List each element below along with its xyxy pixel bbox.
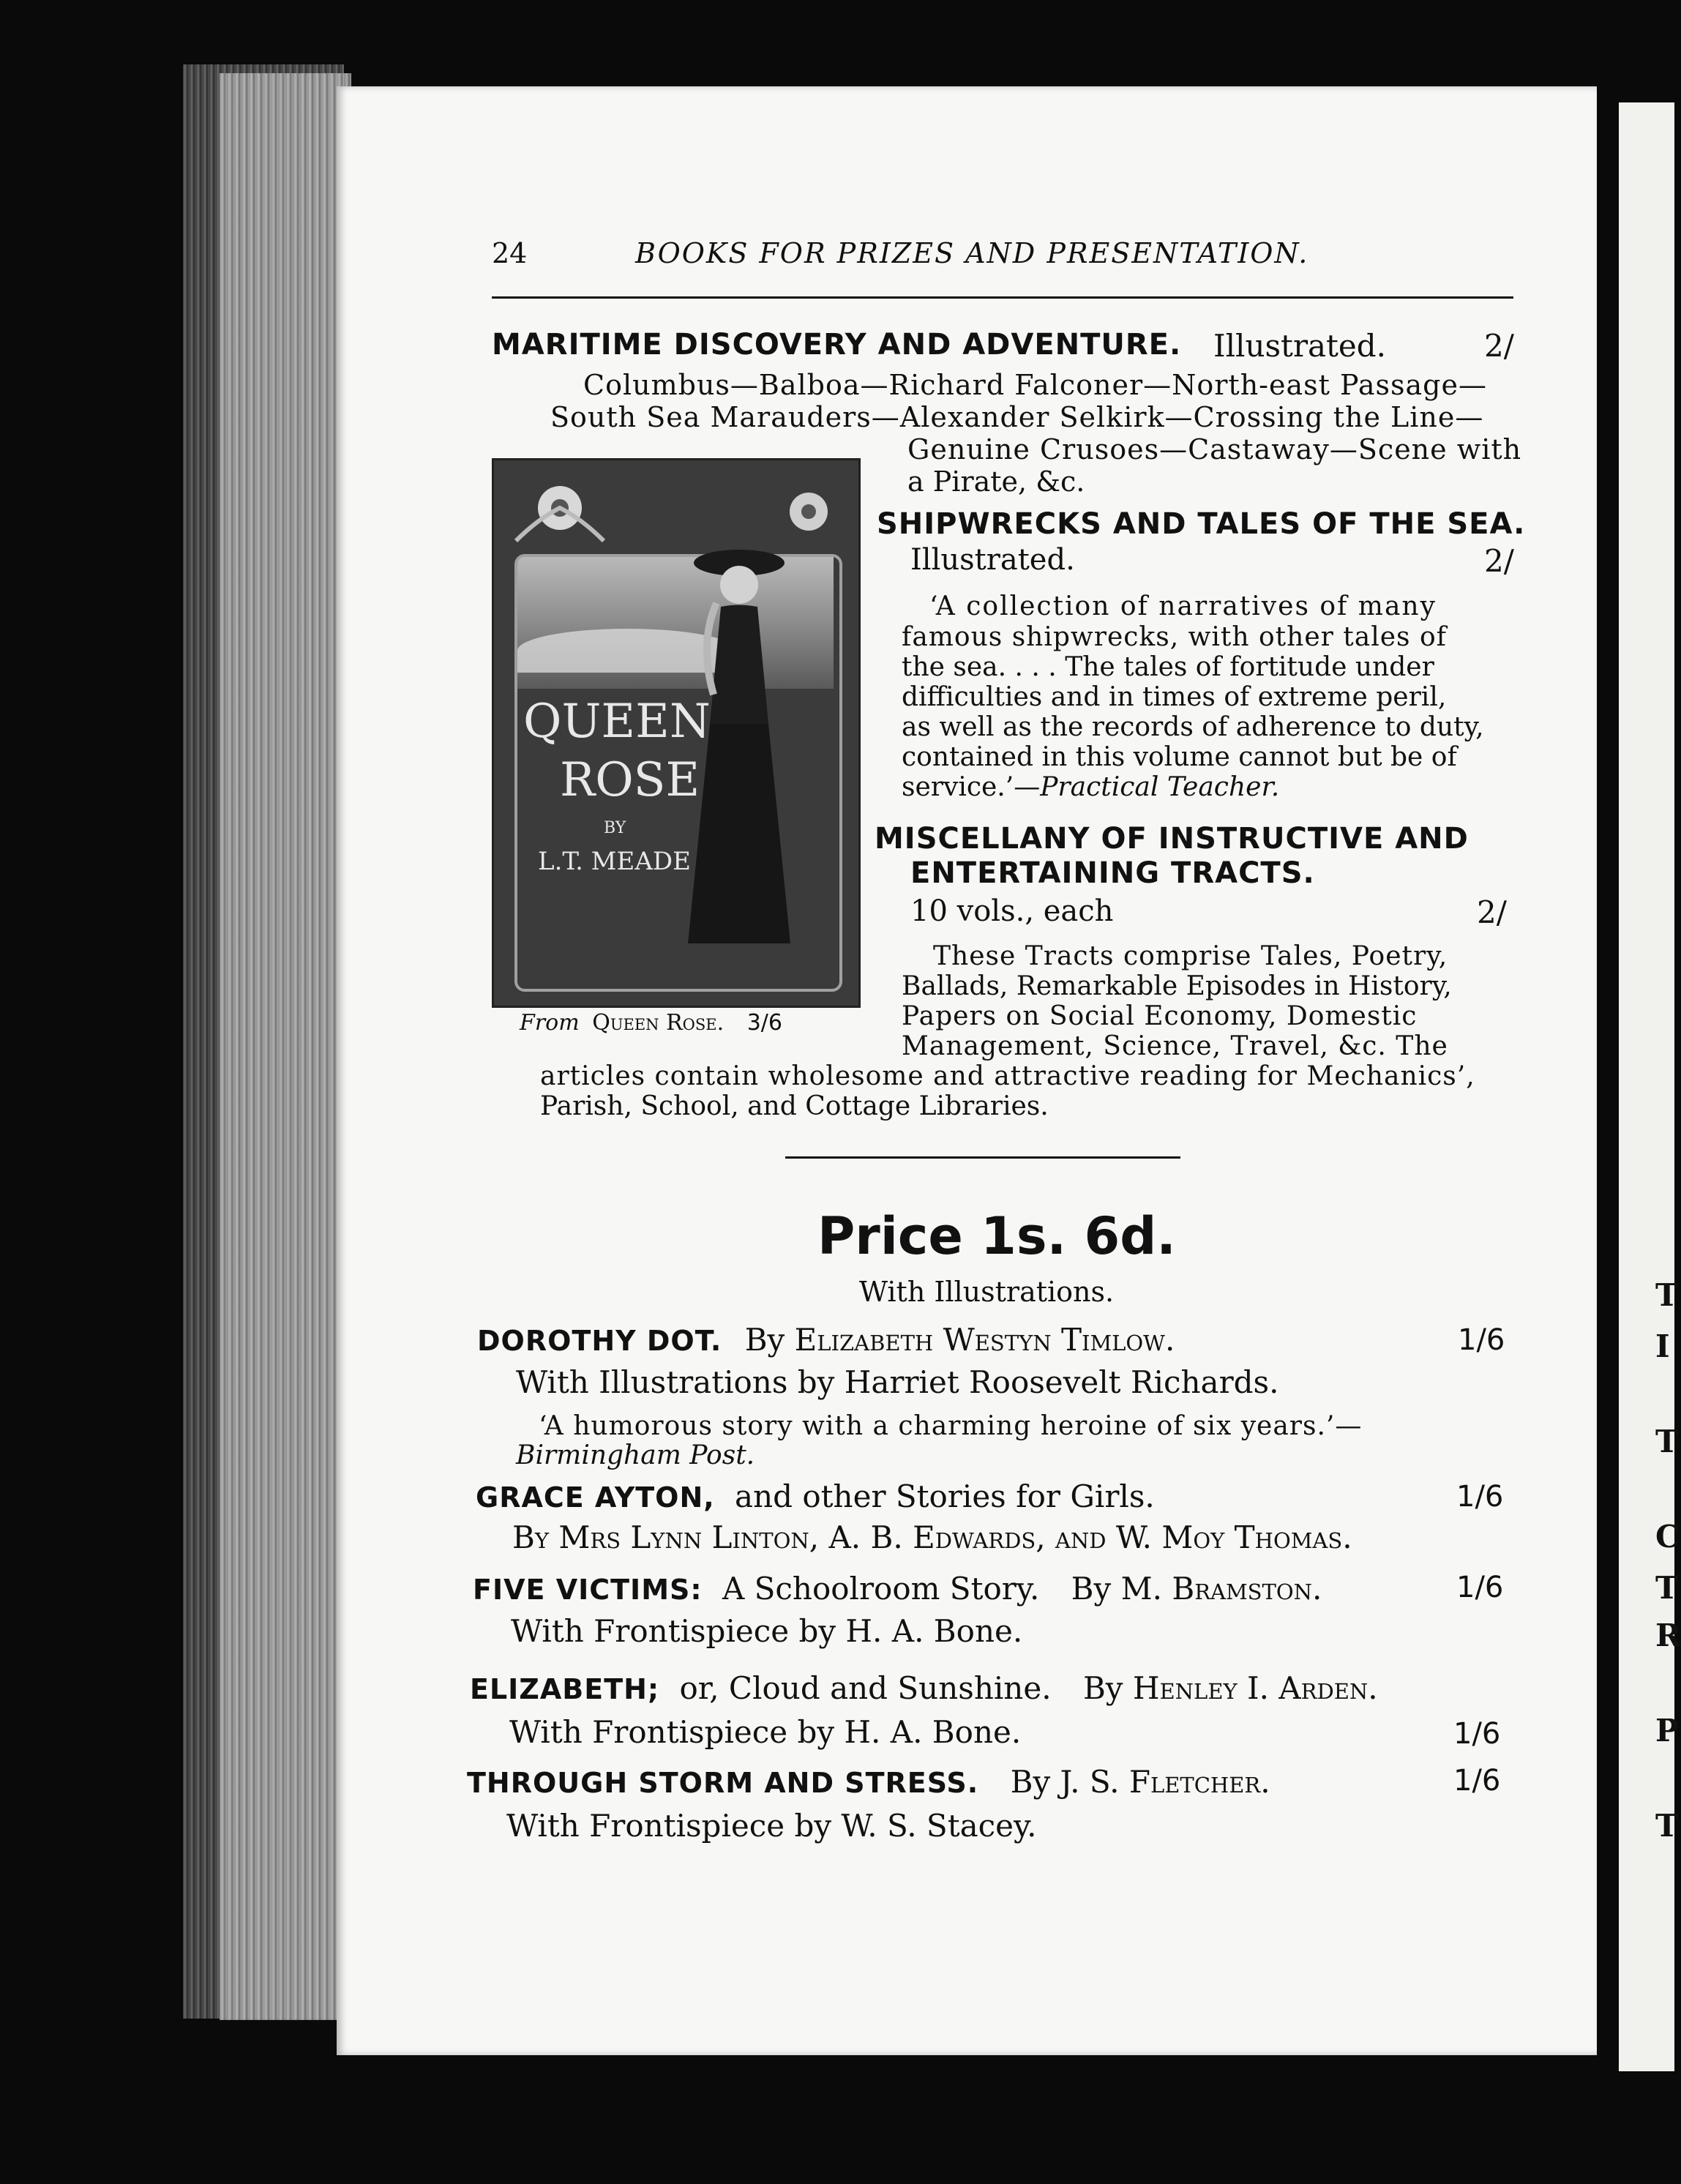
price-heading: Price 1s. 6d.	[817, 1206, 1176, 1266]
entry-price: 2/	[1484, 543, 1514, 579]
cover-title: ROSE	[560, 753, 700, 807]
entry-description-line: These Tracts comprise Tales, Poetry,	[933, 941, 1448, 971]
book-quote-source: Birmingham Post.	[516, 1440, 755, 1470]
facing-page-fragment: T	[1655, 1570, 1679, 1606]
entry-price: 2/	[1477, 894, 1507, 930]
book-price: 1/6	[1453, 1764, 1501, 1798]
book-entry-line	[476, 1478, 1155, 1514]
book-subtitle: or, Cloud and Sunshine.	[679, 1670, 1052, 1706]
quote-line: as well as the records of adherence to duty,	[902, 712, 1484, 742]
caption-price: 3/6	[746, 1010, 782, 1036]
entry-description-line: Parish, School, and Cottage Libraries.	[540, 1091, 1049, 1121]
quote-line-text: service.’—	[902, 772, 1041, 802]
book-page	[337, 86, 1597, 2055]
entry-description-line: Columbus—Balboa—Richard Falconer—North-east Passage—	[583, 369, 1487, 401]
illustration-caption	[520, 1010, 782, 1036]
book-price: 1/6	[1456, 1571, 1504, 1604]
entry-description-line: South Sea Marauders—Alexander Selkirk—Crossing the Line—	[550, 401, 1484, 433]
book-price: 1/6	[1458, 1323, 1505, 1357]
entry-description-line: Ballads, Remarkable Episodes in History,	[902, 971, 1452, 1001]
book-author: Elizabeth Westyn Timlow.	[794, 1322, 1175, 1358]
entry-title: MARITIME DISCOVERY AND ADVENTURE.	[492, 328, 1182, 362]
facing-page	[1619, 102, 1674, 2071]
facing-page-fragment: T	[1655, 1277, 1679, 1313]
entry-subtitle: Illustrated.	[910, 543, 1075, 577]
entry-description-line: a Pirate, &c.	[907, 465, 1085, 498]
cover-author: L.T. MEADE	[538, 847, 691, 876]
section-rule	[785, 1156, 1180, 1159]
entry-price: 2/	[1484, 328, 1514, 364]
book-author: Fletcher.	[1128, 1764, 1270, 1800]
quote-line: ‘A collection of narratives of many	[929, 591, 1437, 621]
book-entry-line	[467, 1764, 1270, 1800]
caption-title: Queen Rose.	[592, 1010, 725, 1036]
caption-from: From	[520, 1010, 580, 1036]
facing-page-fragment: R	[1655, 1618, 1681, 1653]
girl-figure-icon	[684, 534, 794, 965]
book-by: By	[744, 1322, 785, 1358]
quote-line: famous shipwrecks, with other tales of	[902, 622, 1447, 652]
quote-line: the sea. . . . The tales of fortitude under	[902, 652, 1434, 682]
quote-source: Practical Teacher.	[1040, 772, 1280, 802]
book-quote: ‘A humorous story with a charming heroine of six years.’—	[539, 1411, 1363, 1441]
book-frontispiece-line: With Frontispiece by W. S. Stacey.	[506, 1808, 1037, 1844]
quote-line	[902, 772, 1279, 802]
entry-title: MISCELLANY OF INSTRUCTIVE AND	[875, 822, 1469, 856]
entry-description-line: Papers on Social Economy, Domestic	[902, 1001, 1418, 1031]
book-author: Henley I. Arden.	[1132, 1670, 1378, 1706]
book-title: FIVE VICTIMS:	[473, 1574, 703, 1606]
book-price: 1/6	[1456, 1480, 1504, 1514]
quote-line: contained in this volume cannot but be of	[902, 742, 1457, 772]
book-page-edges-light	[220, 73, 351, 2020]
flower-ornament-icon	[509, 468, 611, 548]
entry-description-line: articles contain wholesome and attractive reading for Mechanics’,	[540, 1061, 1475, 1091]
book-title: DOROTHY DOT.	[477, 1325, 722, 1357]
book-price: 1/6	[1453, 1717, 1501, 1751]
book-entry-line	[477, 1322, 1175, 1358]
facing-page-fragment: T	[1655, 1808, 1679, 1844]
facing-page-fragment: T	[1655, 1424, 1679, 1459]
price-subheading: With Illustrations.	[859, 1276, 1115, 1308]
book-author: Bramston.	[1172, 1571, 1322, 1607]
book-by: By	[1082, 1670, 1123, 1706]
facing-page-fragment: I	[1655, 1328, 1670, 1364]
entry-description-line: Management, Science, Travel, &c. The	[902, 1031, 1448, 1061]
book-by: By J. S.	[1010, 1764, 1120, 1800]
entry-title-continued: ENTERTAINING TRACTS.	[910, 856, 1315, 890]
book-entry-line	[470, 1670, 1378, 1706]
cover-by: BY	[604, 819, 626, 837]
book-title: THROUGH STORM AND STRESS.	[467, 1767, 979, 1799]
entry-title: SHIPWRECKS AND TALES OF THE SEA.	[877, 507, 1526, 541]
book-title: GRACE AYTON,	[476, 1481, 715, 1514]
book-authors-line: By Mrs Lynn Linton, A. B. Edwards, and W. Moy Thomas.	[512, 1519, 1352, 1555]
facing-page-fragment: C	[1655, 1519, 1680, 1555]
book-by: By M.	[1071, 1571, 1162, 1607]
book-frontispiece-line: With Frontispiece by H. A. Bone.	[511, 1613, 1023, 1649]
entry-subtitle: 10 vols., each	[910, 894, 1114, 928]
book-frontispiece-line: With Frontispiece by H. A. Bone.	[509, 1714, 1022, 1750]
book-illustrator-line: With Illustrations by Harriet Roosevelt Richards.	[516, 1364, 1279, 1400]
entry-subtitle: Illustrated.	[1213, 328, 1387, 364]
queen-rose-cover-illustration	[492, 458, 861, 1008]
book-title: ELIZABETH;	[470, 1673, 660, 1705]
book-subtitle: A Schoolroom Story.	[722, 1571, 1040, 1607]
cover-title: QUEEN	[523, 695, 711, 749]
book-entry-line	[473, 1571, 1322, 1607]
page-number: 24	[492, 237, 528, 269]
entry-description-line: Genuine Crusoes—Castaway—Scene with	[907, 433, 1522, 465]
header-rule	[492, 296, 1513, 299]
running-title: BOOKS FOR PRIZES AND PRESENTATION.	[635, 237, 1309, 269]
facing-page-fragment: P	[1655, 1713, 1679, 1749]
book-subtitle: and other Stories for Girls.	[735, 1478, 1155, 1514]
quote-line: difficulties and in times of extreme peril,	[902, 682, 1447, 712]
